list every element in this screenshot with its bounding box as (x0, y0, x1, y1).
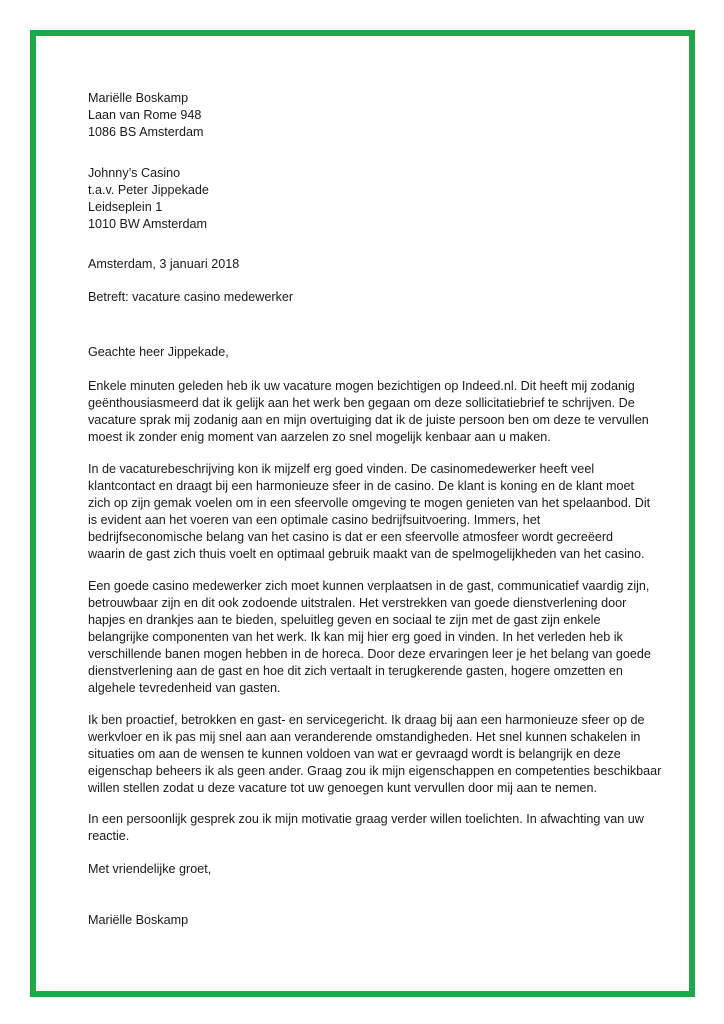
paragraph-line: situaties om aan de wensen te kunnen voldoen van wat er gevraagd wordt is belangrijk en deze (88, 747, 621, 761)
paragraph-line: willen stellen zodat u deze vacature tot uw genoegen kunt vervullen door mij aan te nemen. (88, 781, 597, 795)
letter-signature: Mariëlle Boskamp (88, 913, 189, 927)
paragraph-line: In de vacaturebeschrijving kon ik mijzelf erg goed vinden. De casinomedewerker heeft veel (88, 462, 595, 476)
recipient-street: Leidseplein 1 (88, 200, 163, 214)
letter-closing: Met vriendelijke groet, (88, 862, 212, 876)
paragraph-line: bedrijfseconomische belang van het casino is dat er een sfeervolle atmosfeer wordt gecreëerd (88, 530, 614, 544)
paragraph-line: reactie. (88, 829, 130, 843)
paragraph-line: klantcontact en draagt bij een harmonieuze sfeer in de casino. De klant is koning en de klant moet (88, 479, 635, 493)
paragraph-line: vacature sprak mij zodanig aan en mijn overtuiging dat ik de juiste persoon ben om deze te vervullen (88, 413, 649, 427)
paragraph-line: algehele tevredenheid van gasten. (88, 681, 281, 695)
sender-city: 1086 BS Amsterdam (88, 125, 204, 139)
sender-street: Laan van Rome 948 (88, 108, 202, 122)
paragraph-line: verschillende banen mogen hebben in de horeca. Door deze ervaringen leer je het belang van goede (88, 647, 651, 661)
paragraph-line: moest ik zonder enig moment van aarzelen zo snel mogelijk kenbaar aan u maken. (88, 430, 551, 444)
paragraph-line: waarin de gast zich thuis voelt en optimaal gebruik maakt van de spelmogelijkheden van het casino. (88, 547, 645, 561)
paragraph-line: belangrijke componenten van het werk. Ik kan mij hier erg goed in vinden. In het verleden heb ik (88, 630, 623, 644)
paragraph-line: Een goede casino medewerker zich moet kunnen verplaatsen in de gast, communicatief vaardig zijn, (88, 579, 650, 593)
paragraph-line: geënthousiasmeerd dat ik gelijk aan het werk ben gegaan om deze sollicitatiebrief te schrijven. De (88, 396, 635, 410)
paragraph-line: is evident aan het voeren van een optimale casino bedrijfsuitvoering. Immers, het (88, 513, 541, 527)
paragraph-2 (88, 461, 650, 563)
letter-date: Amsterdam, 3 januari 2018 (88, 257, 240, 271)
recipient-city: 1010 BW Amsterdam (88, 217, 207, 231)
recipient-address (88, 165, 209, 233)
sender-name: Mariëlle Boskamp (88, 91, 189, 105)
letter-salutation: Geachte heer Jippekade, (88, 345, 229, 359)
sender-address (88, 90, 204, 141)
paragraph-1 (88, 378, 649, 446)
paragraph-line: zich op zijn gemak voelen om in een sfeervolle omgeving te mogen genieten van het spelaanbod. Dit (88, 496, 651, 510)
paragraph-3 (88, 578, 651, 697)
paragraph-line: Ik ben proactief, betrokken en gast- en servicegericht. Ik draag bij aan een harmonieuze sfeer op de (88, 713, 645, 727)
paragraph-5 (88, 811, 644, 845)
paragraph-line: werkvloer en ik pas mij snel aan aan veranderende omstandigheden. Het snel kunnen schakelen in (88, 730, 641, 744)
paragraph-line: betrouwbaar zijn en dit ook zodoende uitstralen. Het verstrekken van goede dienstverlening door (88, 596, 627, 610)
recipient-company: Johnny’s Casino (88, 166, 181, 180)
paragraph-4 (88, 712, 661, 797)
paragraph-line: hapjes en drankjes aan te bieden, speluitleg geven en sociaal te zijn met de gast zijn enkele (88, 613, 601, 627)
recipient-attention: t.a.v. Peter Jippekade (88, 183, 209, 197)
paragraph-line: Enkele minuten geleden heb ik uw vacature mogen bezichtigen op Indeed.nl. Dit heeft mij zodanig (88, 379, 635, 393)
paragraph-line: In een persoonlijk gesprek zou ik mijn motivatie graag verder willen toelichten. In afwachting van uw (88, 812, 644, 826)
paragraph-line: eigenschap beheers ik als geen ander. Graag zou ik mijn eigenschappen en competenties beschikbaar (88, 764, 662, 778)
paragraph-line: dienstverlening aan de gast en hoe dit zich vertaalt in terugkerende gasten, hogere omzetten en (88, 664, 623, 678)
letter-subject: Betreft: vacature casino medewerker (88, 290, 294, 304)
